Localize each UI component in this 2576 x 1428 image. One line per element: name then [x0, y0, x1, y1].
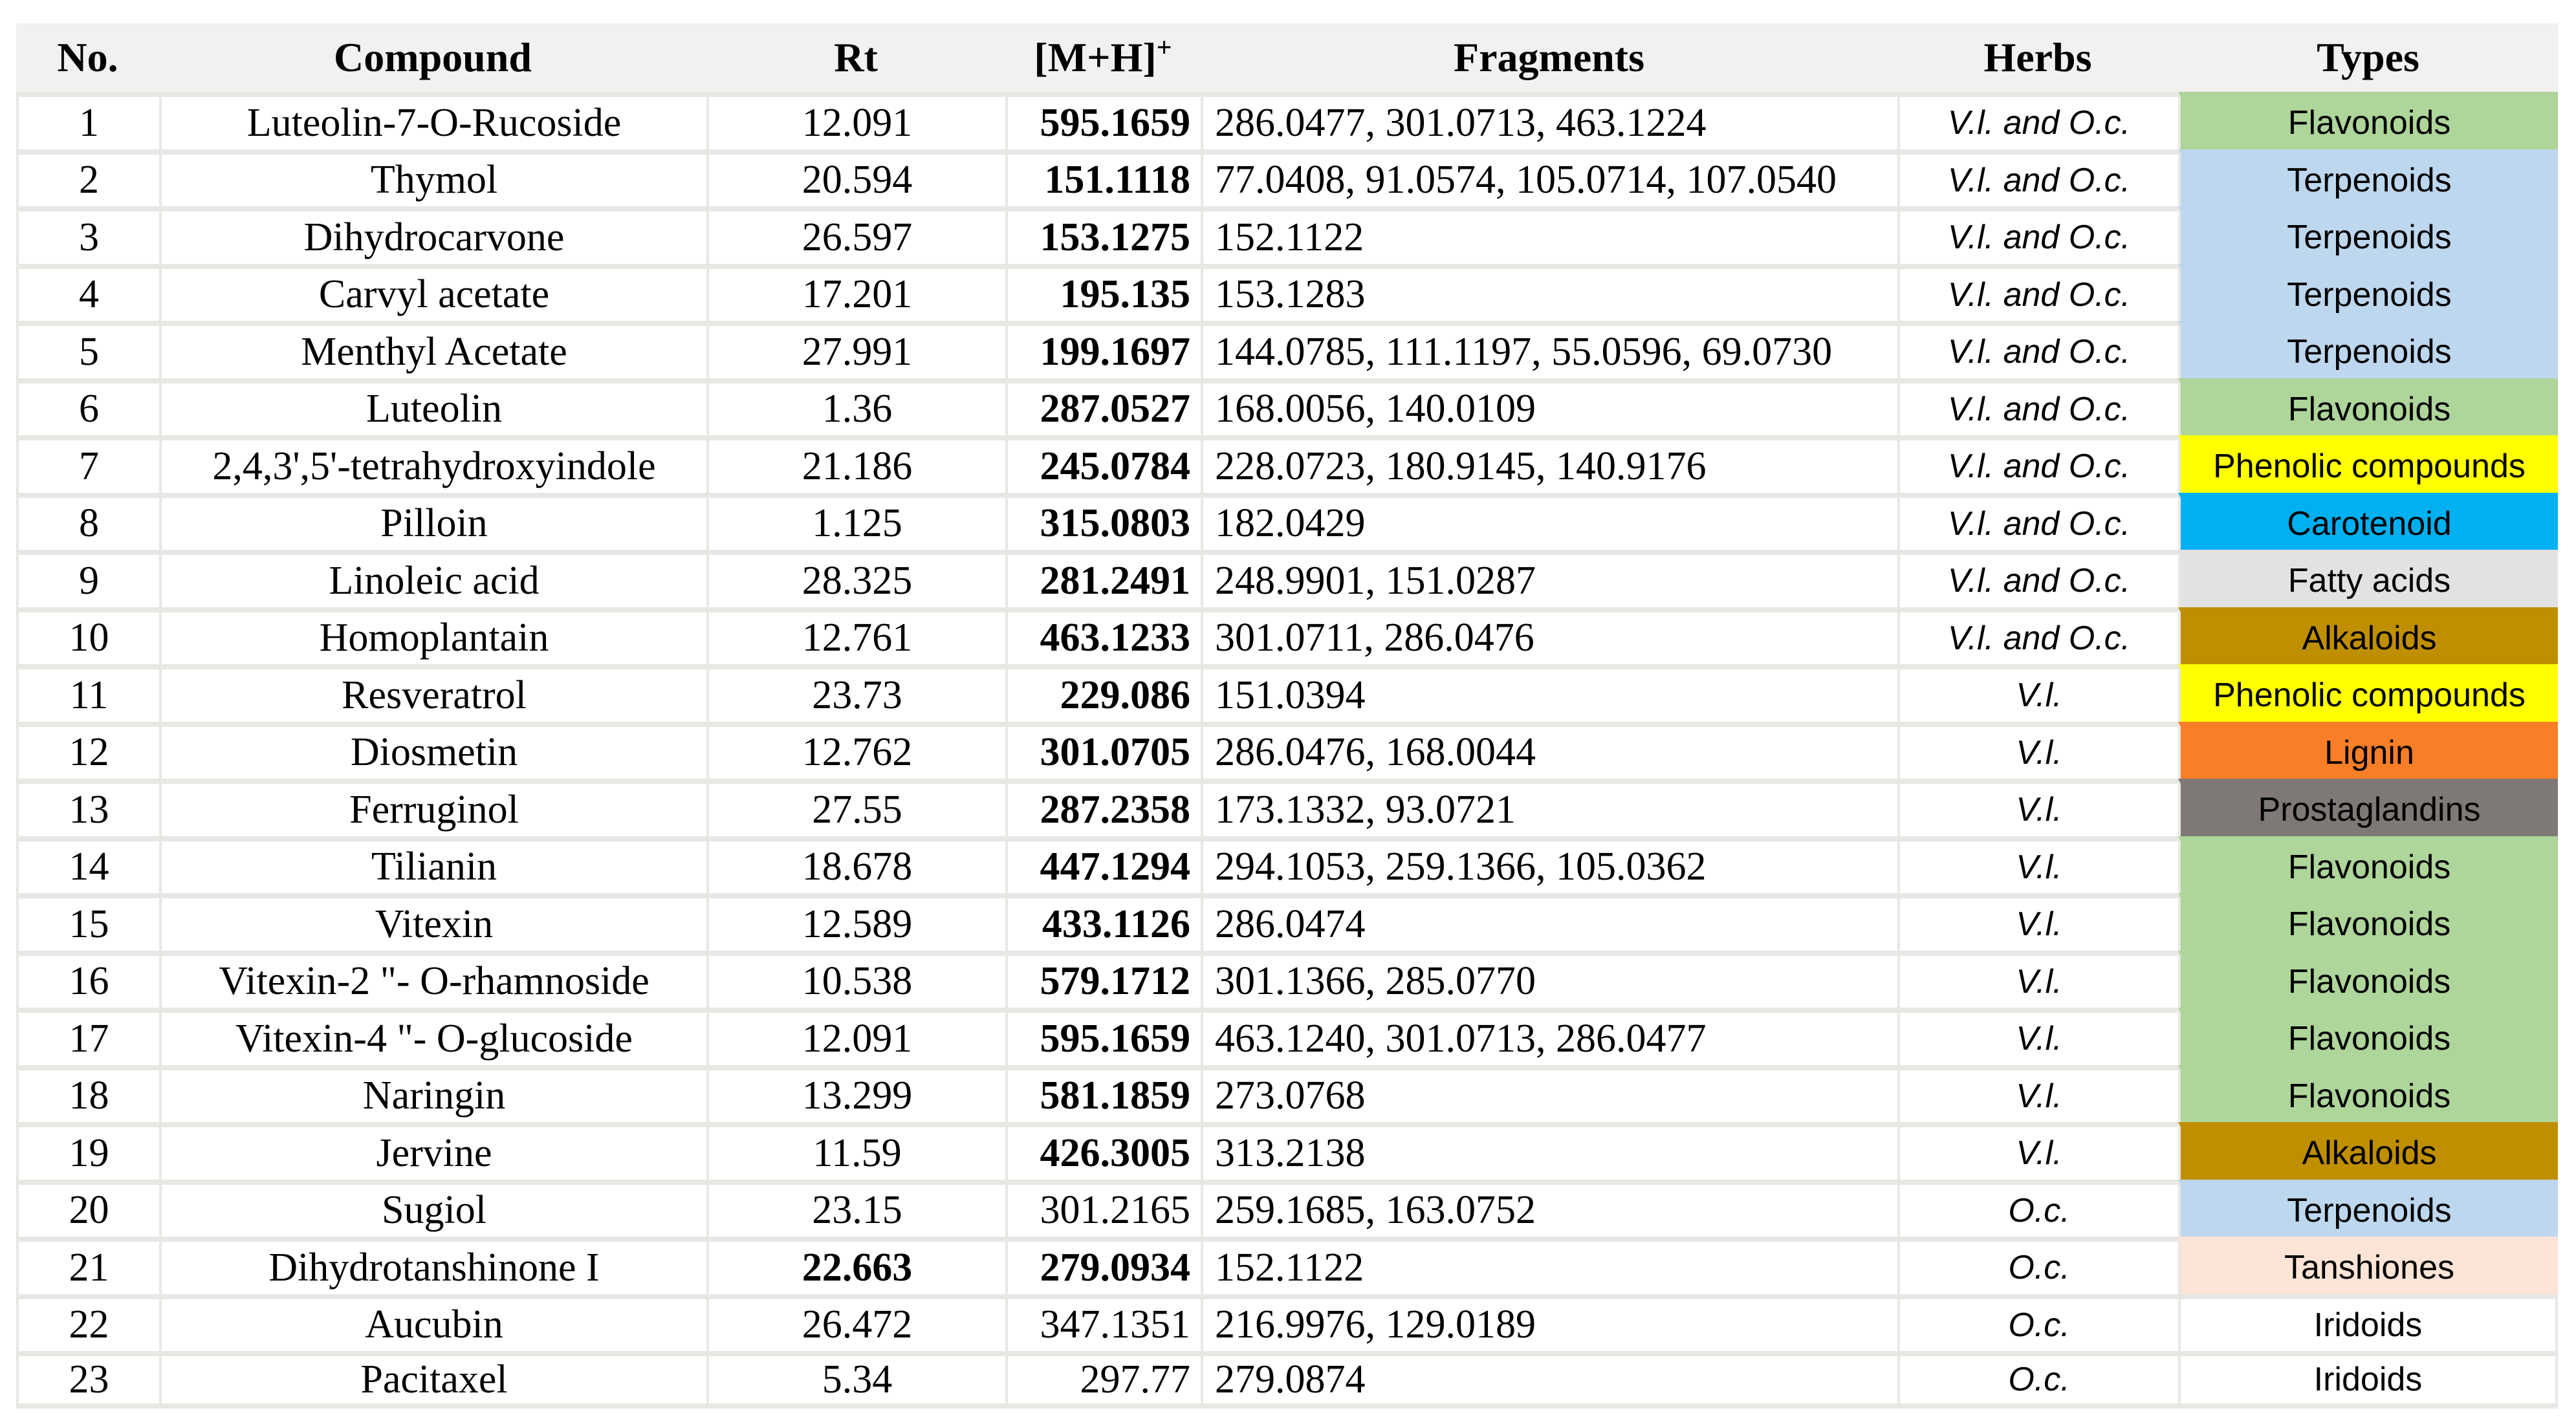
table-row	[16, 206, 2558, 264]
row-number: 3	[16, 206, 159, 264]
table-row	[16, 893, 2558, 951]
herbs-abbr: V.l.	[1897, 664, 2178, 722]
compound-name: 2,4,3',5'-tetrahydroxyindole	[159, 435, 706, 493]
header-row	[16, 23, 2558, 92]
mh-value: 195.135	[1005, 264, 1201, 321]
type-badge: Prostaglandins	[2178, 779, 2558, 836]
fragments-list: 286.0474	[1201, 893, 1897, 951]
row-number: 2	[16, 149, 159, 207]
mh-value: 595.1659	[1005, 1008, 1201, 1065]
fragments-list: 77.0408, 91.0574, 105.0714, 107.0540	[1201, 149, 1897, 207]
rt-value: 21.186	[706, 435, 1005, 493]
type-badge: Flavonoids	[2178, 893, 2558, 951]
table-row	[16, 1065, 2558, 1123]
rt-value: 10.538	[706, 951, 1005, 1008]
row-number: 13	[16, 779, 159, 836]
herbs-abbr: V.l.	[1897, 1065, 2178, 1123]
mh-value: 315.0803	[1005, 493, 1201, 550]
type-badge: Flavonoids	[2178, 1065, 2558, 1123]
mh-value: 301.2165	[1005, 1180, 1201, 1237]
row-number: 4	[16, 264, 159, 321]
compound-name: Luteolin	[159, 378, 706, 436]
herbs-abbr: O.c.	[1897, 1351, 2178, 1409]
row-number: 14	[16, 836, 159, 894]
table-row	[16, 1237, 2558, 1294]
compound-table-container	[16, 23, 2558, 1409]
table-row	[16, 435, 2558, 493]
table-header	[16, 23, 2558, 92]
table-row	[16, 321, 2558, 378]
compound-name: Naringin	[159, 1065, 706, 1123]
row-number: 12	[16, 722, 159, 779]
fragments-list: 144.0785, 111.1197, 55.0596, 69.0730	[1201, 321, 1897, 378]
fragments-list: 153.1283	[1201, 264, 1897, 321]
herbs-abbr: V.l.	[1897, 951, 2178, 1008]
compound-name: Ferruginol	[159, 779, 706, 836]
fragments-list: 286.0476, 168.0044	[1201, 722, 1897, 779]
fragments-list: 173.1332, 93.0721	[1201, 779, 1897, 836]
table-row	[16, 1351, 2558, 1409]
compound-name: Homoplantain	[159, 607, 706, 665]
table-row	[16, 550, 2558, 607]
mh-value: 301.0705	[1005, 722, 1201, 779]
type-badge: Phenolic compounds	[2178, 664, 2558, 722]
mh-value: 281.2491	[1005, 550, 1201, 607]
mh-value: 279.0934	[1005, 1237, 1201, 1294]
compound-name: Dihydrotanshinone I	[159, 1237, 706, 1294]
rt-value: 13.299	[706, 1065, 1005, 1123]
herbs-abbr: V.l.	[1897, 722, 2178, 779]
rt-value: 11.59	[706, 1122, 1005, 1180]
row-number: 7	[16, 435, 159, 493]
compound-name: Vitexin-4 "- O-glucoside	[159, 1008, 706, 1065]
header-herbs: Herbs	[1897, 23, 2178, 92]
herbs-abbr: V.l. and O.c.	[1897, 149, 2178, 207]
herbs-abbr: V.l. and O.c.	[1897, 435, 2178, 493]
mh-value: 433.1126	[1005, 893, 1201, 951]
compound-name: Carvyl acetate	[159, 264, 706, 321]
row-number: 11	[16, 664, 159, 722]
mh-value: 151.1118	[1005, 149, 1201, 207]
compound-name: Menthyl Acetate	[159, 321, 706, 378]
table-row	[16, 607, 2558, 665]
herbs-abbr: O.c.	[1897, 1180, 2178, 1237]
rt-value: 23.73	[706, 664, 1005, 722]
table-row	[16, 951, 2558, 1008]
rt-value: 20.594	[706, 149, 1005, 207]
fragments-list: 228.0723, 180.9145, 140.9176	[1201, 435, 1897, 493]
rt-value: 26.472	[706, 1294, 1005, 1352]
row-number: 15	[16, 893, 159, 951]
mh-value: 153.1275	[1005, 206, 1201, 264]
herbs-abbr: V.l. and O.c.	[1897, 321, 2178, 378]
fragments-list: 168.0056, 140.0109	[1201, 378, 1897, 436]
table-row	[16, 1122, 2558, 1180]
row-number: 23	[16, 1351, 159, 1409]
compound-name: Pilloin	[159, 493, 706, 550]
row-number: 8	[16, 493, 159, 550]
fragments-list: 301.0711, 286.0476	[1201, 607, 1897, 665]
fragments-list: 152.1122	[1201, 206, 1897, 264]
mh-value: 297.77	[1005, 1351, 1201, 1409]
table-row	[16, 664, 2558, 722]
type-badge: Flavonoids	[2178, 378, 2558, 436]
table-row	[16, 378, 2558, 436]
header-no: No.	[16, 23, 159, 92]
table-row	[16, 264, 2558, 321]
fragments-list: 182.0429	[1201, 493, 1897, 550]
row-number: 16	[16, 951, 159, 1008]
row-number: 17	[16, 1008, 159, 1065]
type-badge: Flavonoids	[2178, 951, 2558, 1008]
compound-name: Luteolin-7-O-Rucoside	[159, 92, 706, 149]
rt-value: 22.663	[706, 1237, 1005, 1294]
mh-value: 447.1294	[1005, 836, 1201, 894]
herbs-abbr: V.l.	[1897, 779, 2178, 836]
compound-name: Tilianin	[159, 836, 706, 894]
table-row	[16, 836, 2558, 894]
rt-value: 12.761	[706, 607, 1005, 665]
type-badge: Tanshiones	[2178, 1237, 2558, 1294]
table-row	[16, 779, 2558, 836]
table-body	[16, 92, 2558, 1409]
herbs-abbr: V.l. and O.c.	[1897, 378, 2178, 436]
mh-value: 199.1697	[1005, 321, 1201, 378]
type-badge: Alkaloids	[2178, 1122, 2558, 1180]
herbs-abbr: V.l. and O.c.	[1897, 607, 2178, 665]
mh-value: 287.0527	[1005, 378, 1201, 436]
compound-name: Resveratrol	[159, 664, 706, 722]
mh-value: 595.1659	[1005, 92, 1201, 149]
table-row	[16, 722, 2558, 779]
type-badge: Terpenoids	[2178, 206, 2558, 264]
row-number: 20	[16, 1180, 159, 1237]
row-number: 10	[16, 607, 159, 665]
fragments-list: 286.0477, 301.0713, 463.1224	[1201, 92, 1897, 149]
row-number: 21	[16, 1237, 159, 1294]
row-number: 9	[16, 550, 159, 607]
row-number: 5	[16, 321, 159, 378]
compound-name: Vitexin	[159, 893, 706, 951]
type-badge: Carotenoid	[2178, 493, 2558, 550]
table-row	[16, 149, 2558, 207]
mh-value: 347.1351	[1005, 1294, 1201, 1352]
table-row	[16, 493, 2558, 550]
compound-name: Pacitaxel	[159, 1351, 706, 1409]
rt-value: 26.597	[706, 206, 1005, 264]
herbs-abbr: V.l.	[1897, 1008, 2178, 1065]
header-fragments: Fragments	[1201, 23, 1897, 92]
header-types: Types	[2178, 23, 2558, 92]
rt-value: 12.589	[706, 893, 1005, 951]
mh-value: 579.1712	[1005, 951, 1201, 1008]
rt-value: 27.991	[706, 321, 1005, 378]
rt-value: 27.55	[706, 779, 1005, 836]
mh-value: 426.3005	[1005, 1122, 1201, 1180]
type-badge: Terpenoids	[2178, 264, 2558, 321]
type-badge: Flavonoids	[2178, 836, 2558, 894]
herbs-abbr: V.l.	[1897, 893, 2178, 951]
rt-value: 23.15	[706, 1180, 1005, 1237]
herbs-abbr: V.l. and O.c.	[1897, 92, 2178, 149]
rt-value: 12.762	[706, 722, 1005, 779]
header-rt: Rt	[706, 23, 1005, 92]
rt-value: 12.091	[706, 92, 1005, 149]
fragments-list: 152.1122	[1201, 1237, 1897, 1294]
compound-name: Linoleic acid	[159, 550, 706, 607]
fragments-list: 259.1685, 163.0752	[1201, 1180, 1897, 1237]
compound-name: Dihydrocarvone	[159, 206, 706, 264]
herbs-abbr: V.l. and O.c.	[1897, 264, 2178, 321]
header-compound: Compound	[159, 23, 706, 92]
header-mh-base: [M+H]	[1034, 34, 1157, 80]
type-badge: Flavonoids	[2178, 92, 2558, 149]
type-badge: Phenolic compounds	[2178, 435, 2558, 493]
compound-name: Sugiol	[159, 1180, 706, 1237]
fragments-list: 273.0768	[1201, 1065, 1897, 1123]
mh-value: 229.086	[1005, 664, 1201, 722]
herbs-abbr: V.l.	[1897, 836, 2178, 894]
type-badge: Iridoids	[2178, 1351, 2558, 1409]
fragments-list: 301.1366, 285.0770	[1201, 951, 1897, 1008]
herbs-abbr: O.c.	[1897, 1294, 2178, 1352]
row-number: 6	[16, 378, 159, 436]
rt-value: 17.201	[706, 264, 1005, 321]
fragments-list: 216.9976, 129.0189	[1201, 1294, 1897, 1352]
fragments-list: 248.9901, 151.0287	[1201, 550, 1897, 607]
type-badge: Terpenoids	[2178, 321, 2558, 378]
row-number: 22	[16, 1294, 159, 1352]
table-row	[16, 1180, 2558, 1237]
fragments-list: 151.0394	[1201, 664, 1897, 722]
fragments-list: 294.1053, 259.1366, 105.0362	[1201, 836, 1897, 894]
row-number: 19	[16, 1122, 159, 1180]
rt-value: 18.678	[706, 836, 1005, 894]
row-number: 1	[16, 92, 159, 149]
herbs-abbr: V.l.	[1897, 1122, 2178, 1180]
mh-value: 287.2358	[1005, 779, 1201, 836]
mh-value: 245.0784	[1005, 435, 1201, 493]
mh-value: 463.1233	[1005, 607, 1201, 665]
herbs-abbr: V.l. and O.c.	[1897, 493, 2178, 550]
herbs-abbr: V.l. and O.c.	[1897, 550, 2178, 607]
rt-value: 1.125	[706, 493, 1005, 550]
header-mh-superscript: +	[1156, 32, 1172, 63]
table-row	[16, 92, 2558, 149]
compound-name: Thymol	[159, 149, 706, 207]
type-badge: Flavonoids	[2178, 1008, 2558, 1065]
header-mh	[1005, 23, 1201, 92]
mh-value: 581.1859	[1005, 1065, 1201, 1123]
herbs-abbr: V.l. and O.c.	[1897, 206, 2178, 264]
compound-name: Jervine	[159, 1122, 706, 1180]
fragments-list: 463.1240, 301.0713, 286.0477	[1201, 1008, 1897, 1065]
fragments-list: 313.2138	[1201, 1122, 1897, 1180]
type-badge: Terpenoids	[2178, 149, 2558, 207]
type-badge: Lignin	[2178, 722, 2558, 779]
type-badge: Iridoids	[2178, 1294, 2558, 1352]
rt-value: 28.325	[706, 550, 1005, 607]
fragments-list: 279.0874	[1201, 1351, 1897, 1409]
rt-value: 1.36	[706, 378, 1005, 436]
row-number: 18	[16, 1065, 159, 1123]
type-badge: Alkaloids	[2178, 607, 2558, 665]
rt-value: 5.34	[706, 1351, 1005, 1409]
compound-name: Diosmetin	[159, 722, 706, 779]
compound-table	[16, 23, 2558, 1409]
compound-name: Vitexin-2 "- O-rhamnoside	[159, 951, 706, 1008]
table-row	[16, 1294, 2558, 1352]
type-badge: Terpenoids	[2178, 1180, 2558, 1237]
table-row	[16, 1008, 2558, 1065]
compound-name: Aucubin	[159, 1294, 706, 1352]
type-badge: Fatty acids	[2178, 550, 2558, 607]
herbs-abbr: O.c.	[1897, 1237, 2178, 1294]
rt-value: 12.091	[706, 1008, 1005, 1065]
